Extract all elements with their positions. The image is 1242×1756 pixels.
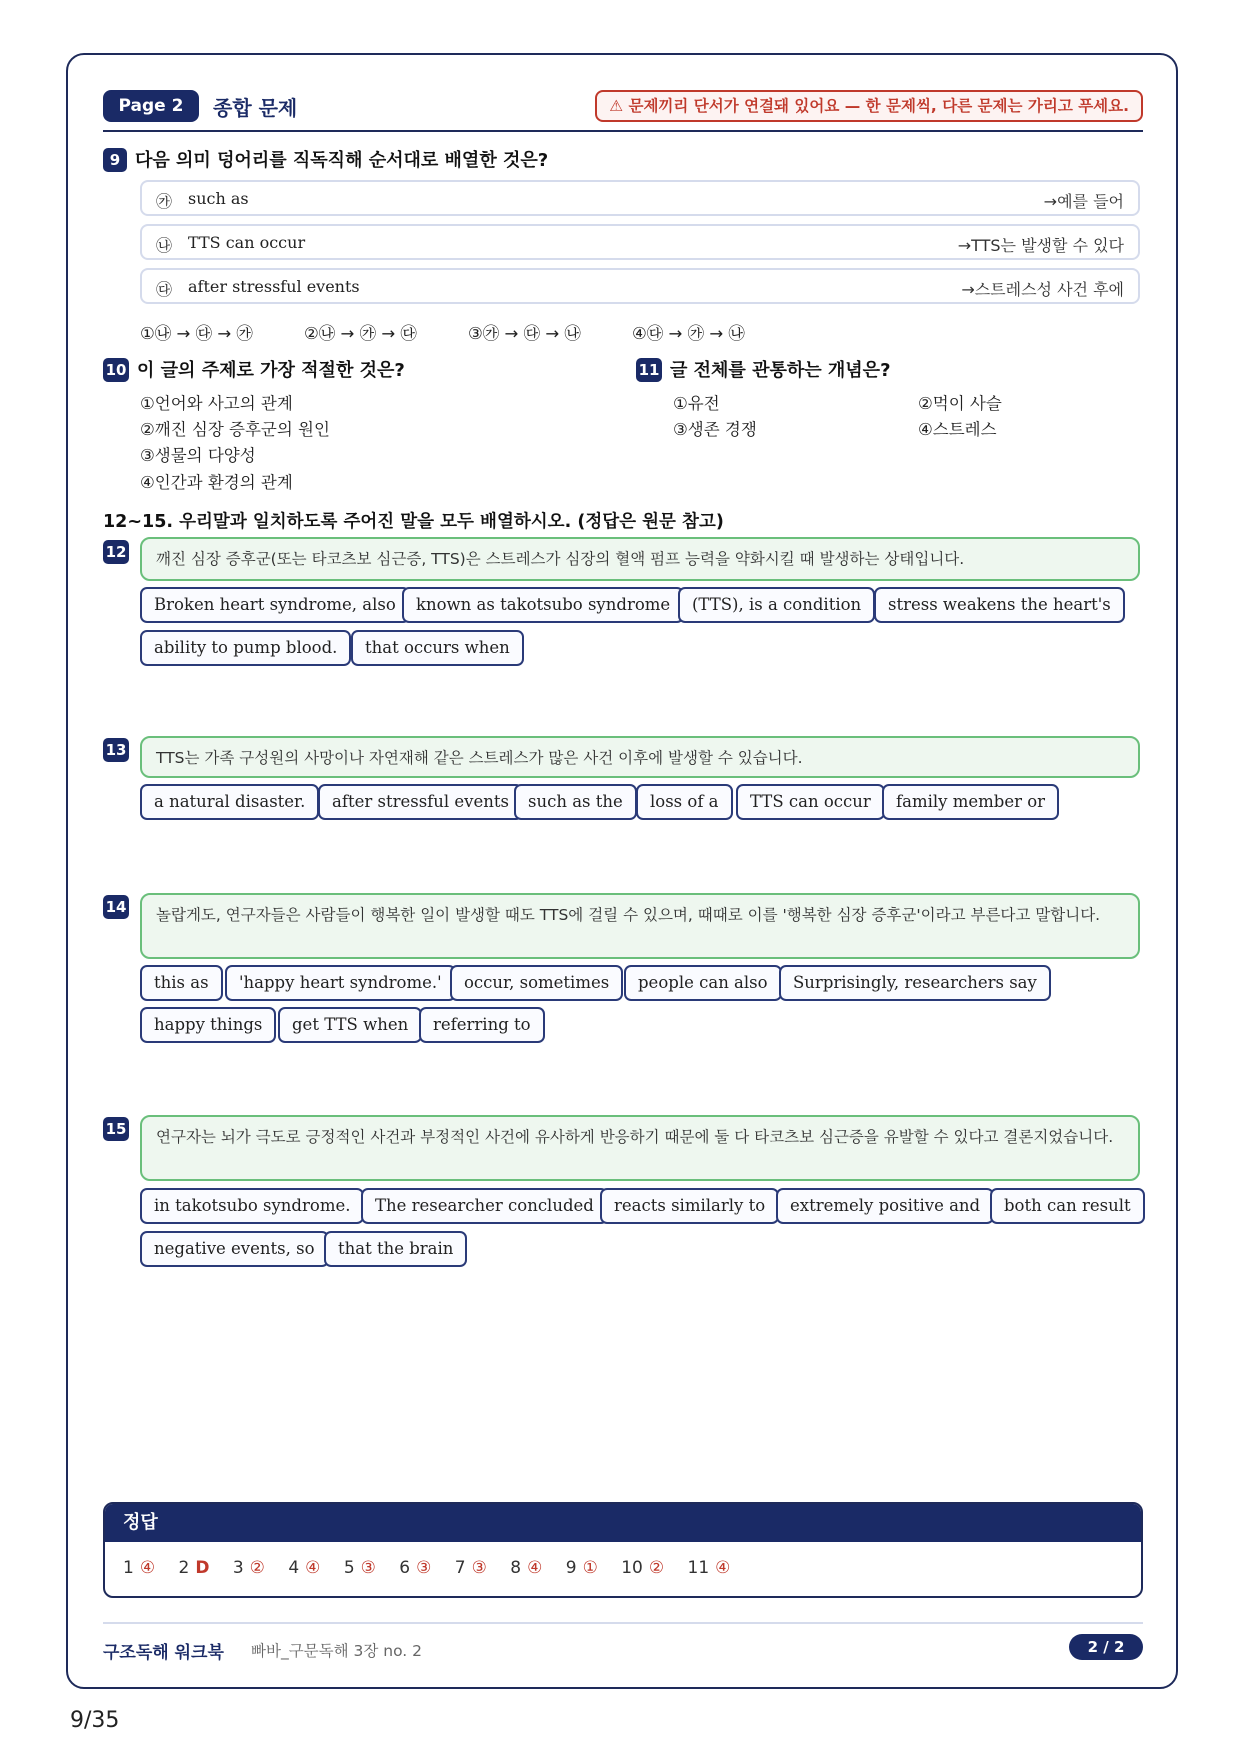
chunk-row-b: ㉯ TTS can occur →TTS는 발생할 수 있다 <box>140 224 1140 260</box>
page-badge: Page 2 <box>103 90 199 122</box>
q13-tile-2[interactable]: after stressful events <box>318 784 523 820</box>
question-13-number: 13 <box>103 738 129 762</box>
question-15-number: 15 <box>103 1117 129 1141</box>
q15-tile-6[interactable]: negative events, so <box>140 1231 329 1267</box>
question-11-title: 11 글 전체를 관통하는 개념은? <box>636 356 891 382</box>
q15-tile-3[interactable]: reacts similarly to <box>600 1188 779 1224</box>
q13-tile-6[interactable]: family member or <box>882 784 1059 820</box>
footer-brand: 구조독해 워크북 <box>103 1643 224 1663</box>
footer-subtitle: 빠바_구문독해 3장 no. 2 <box>251 1642 423 1660</box>
q9-option-3[interactable]: ③㉮ → ㉰ → ㉯ <box>468 324 581 343</box>
q13-tile-4[interactable]: loss of a <box>636 784 733 820</box>
question-number: 11 <box>636 358 662 382</box>
q15-tile-4[interactable]: extremely positive and <box>776 1188 994 1224</box>
q10-option-3[interactable]: ③생물의 다양성 <box>140 446 256 465</box>
q10-option-2[interactable]: ②깨진 심장 증후군의 원인 <box>140 420 330 439</box>
q10-option-4[interactable]: ④인간과 환경의 관계 <box>140 473 293 492</box>
page-footer <box>103 1622 1143 1668</box>
section-instruction: 12~15. 우리말과 일치하도록 주어진 말을 모두 배열하시오. (정답은 원문 참고) <box>103 512 724 532</box>
q12-tile-2[interactable]: known as takotsubo syndrome <box>402 587 684 623</box>
answer-list: 1 ④ 2 D 3 ② 4 ④ 5 ③ 6 ③ 7 ③ 8 ④ 9 ① 10 ② 11 ④ <box>123 1558 731 1578</box>
q12-korean-box: 깨진 심장 증후군(또는 타코츠보 심근증, TTS)은 스트레스가 심장의 혈액 펌프 능력을 약화시킬 때 발생하는 상태입니다. <box>140 537 1140 581</box>
q12-tile-3[interactable]: (TTS), is a condition <box>678 587 875 623</box>
q14-korean-box: 놀랍게도, 연구자들은 사람들이 행복한 일이 발생할 때도 TTS에 걸릴 수 있으며, 때때로 이를 '행복한 심장 증후군'이라고 부른다고 말합니다. <box>140 893 1140 959</box>
footer-page-number: 2 / 2 <box>1069 1634 1143 1660</box>
q10-option-1[interactable]: ①언어와 사고의 관계 <box>140 394 293 413</box>
q11-option-3[interactable]: ③생존 경쟁 <box>673 420 757 439</box>
q12-tile-5[interactable]: ability to pump blood. <box>140 630 351 666</box>
q14-tile-1[interactable]: this as <box>140 965 223 1001</box>
document-page-count: 9/35 <box>70 1708 120 1733</box>
chunk-row-a: ㉮ such as →예를 들어 <box>140 180 1140 216</box>
q15-korean-box: 연구자는 뇌가 극도로 긍정적인 사건과 부정적인 사건에 유사하게 반응하기 때문에 둘 다 타코츠보 심근증을 유발할 수 있다고 결론지었습니다. <box>140 1115 1140 1181</box>
q15-tile-1[interactable]: in takotsubo syndrome. <box>140 1188 364 1224</box>
q11-option-4[interactable]: ④스트레스 <box>918 420 997 439</box>
question-9-title: 9 다음 의미 덩어리를 직독직해 순서대로 배열한 것은? <box>103 146 548 172</box>
q13-tile-3[interactable]: such as the <box>514 784 637 820</box>
warning-banner: ⚠ 문제끼리 단서가 연결돼 있어요 — 한 문제씩, 다른 문제는 가리고 푸세요. <box>595 90 1143 122</box>
q9-option-4[interactable]: ④㉰ → ㉮ → ㉯ <box>632 324 745 343</box>
page-header <box>103 90 1143 132</box>
q12-tile-1[interactable]: Broken heart syndrome, also <box>140 587 410 623</box>
q14-tile-5[interactable]: Surprisingly, researchers say <box>779 965 1051 1001</box>
q13-tile-5[interactable]: TTS can occur <box>736 784 885 820</box>
q13-tile-1[interactable]: a natural disaster. <box>140 784 319 820</box>
answer-key-title: 정답 <box>105 1504 1141 1542</box>
q9-option-1[interactable]: ①㉯ → ㉰ → ㉮ <box>140 324 253 343</box>
q13-korean-box: TTS는 가족 구성원의 사망이나 자연재해 같은 스트레스가 많은 사건 이후에 발생할 수 있습니다. <box>140 736 1140 778</box>
q9-option-2[interactable]: ②㉯ → ㉮ → ㉰ <box>304 324 417 343</box>
q12-tile-6[interactable]: that occurs when <box>351 630 524 666</box>
q11-option-1[interactable]: ①유전 <box>673 394 720 413</box>
section-title: 종합 문제 <box>213 96 298 120</box>
q14-tile-2[interactable]: 'happy heart syndrome.' <box>225 965 456 1001</box>
question-number: 9 <box>103 148 127 172</box>
q14-tile-4[interactable]: people can also <box>624 965 782 1001</box>
question-10-title: 10 이 글의 주제로 가장 적절한 것은? <box>103 356 405 382</box>
q15-tile-2[interactable]: The researcher concluded <box>361 1188 608 1224</box>
q15-tile-7[interactable]: that the brain <box>324 1231 467 1267</box>
q12-tile-4[interactable]: stress weakens the heart's <box>874 587 1125 623</box>
answer-key <box>103 1502 1143 1598</box>
chunk-row-c: ㉰ after stressful events →스트레스성 사건 후에 <box>140 268 1140 304</box>
question-14-number: 14 <box>103 895 129 919</box>
q11-option-2[interactable]: ②먹이 사슬 <box>918 394 1002 413</box>
q14-tile-3[interactable]: occur, sometimes <box>450 965 623 1001</box>
q14-tile-7[interactable]: get TTS when <box>278 1007 422 1043</box>
question-number: 10 <box>103 358 129 382</box>
q14-tile-8[interactable]: referring to <box>419 1007 545 1043</box>
q15-tile-5[interactable]: both can result <box>990 1188 1145 1224</box>
question-12-number: 12 <box>103 540 129 564</box>
q14-tile-6[interactable]: happy things <box>140 1007 276 1043</box>
